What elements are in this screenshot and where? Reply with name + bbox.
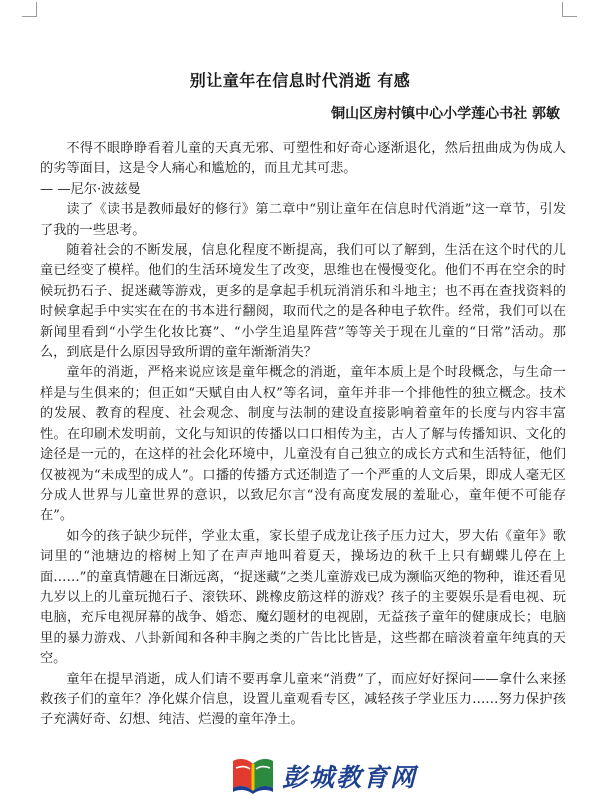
epigraph-quote: 不得不眼睁睁看着儿童的天真无邪、可塑性和好奇心逐渐退化，然后扭曲成为伪成人的劣等面目，这是令人痛心和尴尬的，而且尤其可悲。: [40, 141, 566, 177]
paragraph-1: 读了《读书是教师最好的修行》第二章中“别让童年在信息时代消逝”这一章节，引发了我的一些思考。: [40, 202, 566, 238]
paragraph-3: 童年的消逝，严格来说应该是童年概念的消逝，童年本质上是个时段概念，与生命一样是与生俱来的；但正如“天赋自由人权”等名词，童年并非一个排他性的独立概念。技术的发展、教育的程度、社会观念、制度与法制的建设直接影响着童年的长度与内容丰富性。在印刷术发明前，文化与知识的传播以口口相传为主，古人了解与传播知识、文化的途径是一元的，在这样的社会化环境中，儿童没有自己独立的成长方式和生活特征，他们仅被视为“未成型的成人”。口播的传播方式还制造了一个严重的人文后果，即成人毫无区分成人世界与儿童世界的意识，以致尼尔言“没有高度发展的羞耻心，童年便不可能存在”。: [40, 365, 566, 524]
article-author: 铜山区房村镇中心小学莲心书社 郭敏: [331, 106, 560, 122]
article-title: 别让童年在信息时代消逝 有感: [189, 71, 411, 90]
epigraph-source: — —尼尔·波兹曼: [40, 181, 141, 197]
paragraph-4: 如今的孩子缺少玩伴，学业太重，家长望子成龙让孩子压力过大，罗大佑《童年》歌词里的“池塘边的榕树上知了在声声地叫着夏天，操场边的秋千上只有蝴蝶儿停在上面……”的童真情趣在日渐远离，“捉迷藏”之类儿童游戏已成为濒临灭绝的物种，谁还看见九岁以上的儿童玩抛石子、滚铁环、跳橡皮筋这样的游戏？孩子的主要娱乐是看电视、玩电脑，充斥电视屏幕的战争、婚恋、魔幻题材的电视剧，无益孩子童年的健康成长；电脑里的暴力游戏、八卦新闻和各种丰胸之类的广告比比皆是，这些都在暗淡着童年纯真的天空。: [40, 528, 566, 667]
site-name: 彭城教育网: [282, 763, 418, 792]
site-watermark: [230, 752, 470, 796]
page-corner-mark-left: [22, 2, 37, 17]
paragraph-5: 童年在提早消逝，成人们请不要再拿儿童来“消费”了，而应好好探问——拿什么来拯救孩子们的童年？净化媒介信息，设置儿童观看专区，减轻孩子学业压力……努力保护孩子充满好奇、幻想、纯洁、烂漫的童年净土。: [40, 671, 566, 728]
article-body: [40, 139, 566, 731]
open-book-icon: [230, 754, 276, 794]
page-corner-mark-right: [562, 2, 577, 17]
paragraph-2: 随着社会的不断发展，信息化程度不断提高，我们可以了解到，生活在这个时代的儿童已经变了模样。他们的生活环境发生了改变，思维也在慢慢变化。他们不再在空余的时候玩扔石子、捉迷藏等游戏，更多的是拿起手机玩消消乐和斗地主；也不再在查找资料的时候拿起手中实实在在的书本进行翻阅，取而代之的是各种电子软件。经常，我们可以在新闻里看到“小学生化妆比赛”、“小学生追星阵营”等等关于现在儿童的“日常”活动。那么，到底是什么原因导致所谓的童年渐渐消失？: [40, 243, 566, 361]
